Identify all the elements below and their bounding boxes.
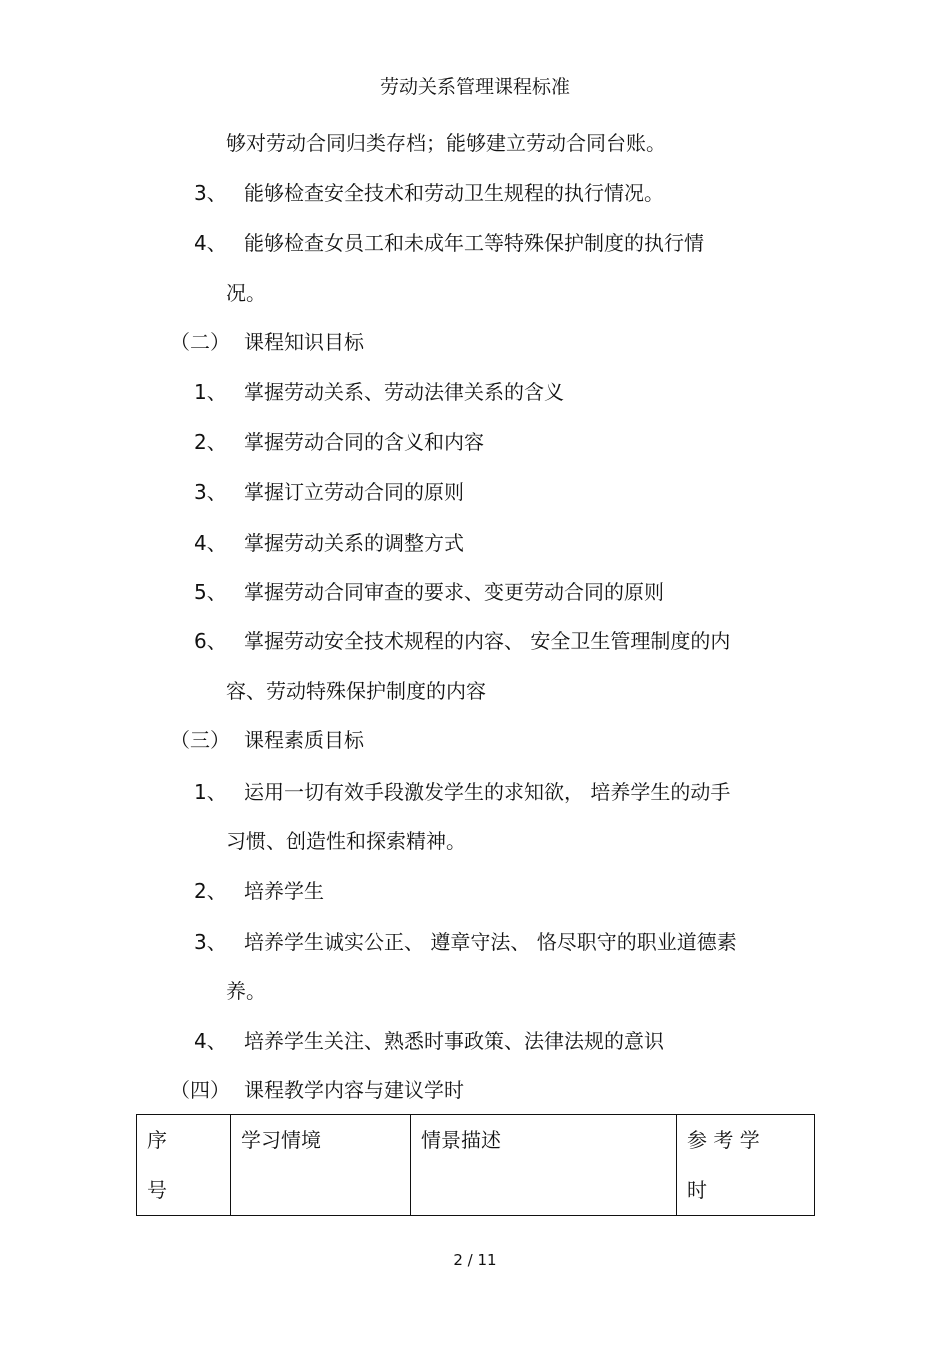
list-item-text: 掌握劳动合同审查的要求、变更劳动合同的原则 — [244, 580, 664, 604]
list-number: 2、 — [194, 430, 227, 454]
section-heading: 课程素质目标 — [244, 728, 364, 752]
paragraph-line: 够对劳动合同归类存档；能够建立劳动合同台账。 — [226, 131, 666, 155]
table-header-cell-scenario — [231, 1115, 411, 1216]
list-item-text: 掌握劳动安全技术规程的内容、 安全卫生管理制度的内 — [244, 629, 731, 653]
paragraph-line: 习惯、创造性和探索精神。 — [226, 829, 466, 853]
paragraph-line: 养。 — [226, 979, 266, 1003]
list-number: 1、 — [194, 380, 227, 404]
list-item-text: 能够检查安全技术和劳动卫生规程的执行情况。 — [244, 181, 664, 205]
table-header-cell-description — [411, 1115, 677, 1216]
section-number: （四） — [170, 1078, 230, 1102]
list-number: 3、 — [194, 181, 227, 205]
section-number: （二） — [170, 330, 230, 354]
list-item-text: 掌握劳动关系的调整方式 — [244, 531, 464, 555]
page-number: 2 / 11 — [453, 1251, 497, 1269]
page-header-title: 劳动关系管理课程标准 — [379, 76, 570, 98]
list-item-text: 培养学生诚实公正、 遵章守法、 恪尽职守的职业道德素 — [244, 930, 737, 954]
section-heading: 课程教学内容与建议学时 — [244, 1078, 464, 1102]
table-header-text: 时 — [687, 1178, 707, 1202]
list-item-text: 培养学生关注、熟悉时事政策、法律法规的意识 — [244, 1029, 664, 1053]
list-item-text: 掌握劳动关系、劳动法律关系的含义 — [244, 380, 564, 404]
list-number: 6、 — [194, 629, 227, 653]
table-header-row — [137, 1115, 815, 1216]
list-number: 4、 — [194, 1029, 227, 1053]
table-header-text: 号 — [147, 1178, 167, 1202]
table-header-cell-number — [137, 1115, 231, 1216]
list-number: 3、 — [194, 480, 227, 504]
course-content-table — [136, 1114, 815, 1216]
paragraph-line: 况。 — [226, 281, 266, 305]
table-header-text: 情景描述 — [421, 1128, 501, 1152]
table-header-text: 学习情境 — [241, 1128, 321, 1152]
list-number: 1、 — [194, 780, 227, 804]
list-item-text: 培养学生 — [244, 879, 324, 903]
list-item-text: 掌握劳动合同的含义和内容 — [244, 430, 484, 454]
list-item-text: 掌握订立劳动合同的原则 — [244, 480, 464, 504]
section-heading: 课程知识目标 — [244, 330, 364, 354]
list-number: 5、 — [194, 580, 227, 604]
list-number: 3、 — [194, 930, 227, 954]
list-number: 4、 — [194, 231, 227, 255]
table-header-text: 参 考 学 — [687, 1128, 760, 1152]
paragraph-line: 容、劳动特殊保护制度的内容 — [226, 679, 486, 703]
table-header-cell-hours — [677, 1115, 815, 1216]
section-number: （三） — [170, 728, 230, 752]
list-number: 4、 — [194, 531, 227, 555]
list-item-text: 运用一切有效手段激发学生的求知欲， 培养学生的动手 — [244, 780, 731, 804]
list-item-text: 能够检查女员工和未成年工等特殊保护制度的执行情 — [244, 231, 704, 255]
table-header-text: 序 — [147, 1128, 167, 1152]
list-number: 2、 — [194, 879, 227, 903]
